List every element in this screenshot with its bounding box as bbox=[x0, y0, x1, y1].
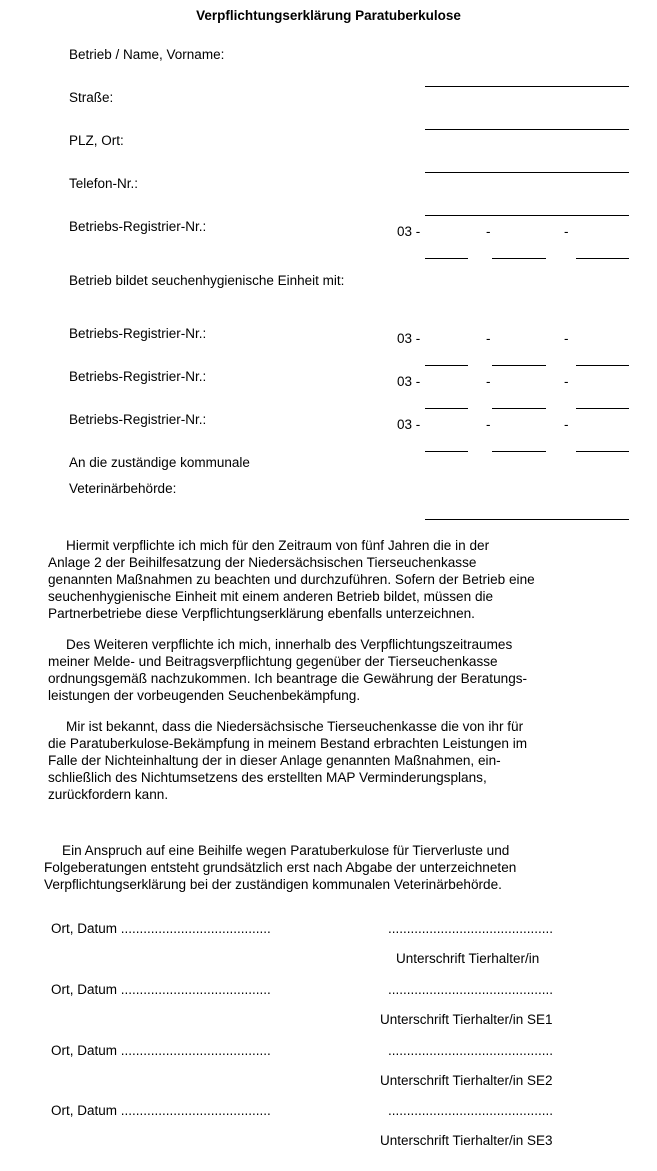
input-line-telefon[interactable] bbox=[425, 215, 629, 216]
registrier-se2-input-2[interactable] bbox=[492, 408, 546, 409]
registrier-se2-input-3[interactable] bbox=[576, 408, 629, 409]
registrier-prefix: 03 - bbox=[397, 417, 421, 432]
registrier-separator: - bbox=[486, 224, 491, 239]
ort-datum-field[interactable]: Ort, Datum ........................................ bbox=[51, 1103, 271, 1118]
registrier-prefix: 03 - bbox=[397, 224, 421, 239]
field-label-behoerde-line1: An die zuständige kommunale bbox=[69, 455, 250, 470]
paragraph-line: Hiermit verpflichte ich mich für den Zeitraum von fünf Jahren die in der bbox=[66, 538, 490, 553]
paragraph-verpflichtung bbox=[48, 537, 535, 622]
paragraph-line: Falle der Nichteinhaltung der in dieser Anlage genannten Maßnahmen, ein- bbox=[48, 753, 501, 768]
registrier-input-1[interactable] bbox=[425, 258, 468, 259]
paragraph-line: genannten Maßnahmen zu beachten und durchzuführen. Sofern der Betrieb eine bbox=[48, 572, 535, 587]
registrier-se1-input-2[interactable] bbox=[492, 365, 546, 366]
signature-line[interactable]: ............................................ bbox=[388, 982, 554, 997]
registrier-se3-input-1[interactable] bbox=[425, 451, 468, 452]
paragraph-line: seuchenhygienische Einheit mit einem anderen Betrieb bildet, müssen die bbox=[48, 589, 494, 604]
paragraph-line: Partnerbetriebe diese Verpflichtungserklärung ebenfalls unterzeichnen. bbox=[48, 606, 475, 621]
paragraph-weiteren bbox=[48, 636, 527, 704]
registrier-input-2[interactable] bbox=[492, 258, 546, 259]
signature-label: Unterschrift Tierhalter/in SE2 bbox=[380, 1073, 553, 1088]
paragraph-line: Ein Anspruch auf eine Beihilfe wegen Paratuberkulose für Tierverluste und bbox=[62, 843, 510, 858]
field-label-registrier-se1: Betriebs-Registrier-Nr.: bbox=[69, 326, 207, 341]
field-label-behoerde-line2: Veterinärbehörde: bbox=[69, 481, 177, 496]
signature-line[interactable]: ............................................ bbox=[388, 1043, 554, 1058]
signature-line[interactable]: ............................................ bbox=[388, 921, 554, 936]
registrier-se3-input-2[interactable] bbox=[492, 451, 546, 452]
paragraph-rueckforderung bbox=[48, 718, 527, 803]
paragraph-line: zurückfordern kann. bbox=[48, 787, 169, 802]
field-label-strasse: Straße: bbox=[69, 90, 114, 105]
paragraph-line: ordnungsgemäß nachzukommen. Ich beantrage die Gewährung der Beratungs- bbox=[48, 671, 528, 686]
paragraph-line: Anlage 2 der Beihilfesatzung der Niedersächsischen Tierseuchenkasse bbox=[48, 555, 477, 570]
registrier-se3-input-3[interactable] bbox=[576, 451, 629, 452]
page-title: Verpflichtungserklärung Paratuberkulose bbox=[196, 8, 461, 23]
registrier-prefix: 03 - bbox=[397, 374, 421, 389]
signature-label: Unterschrift Tierhalter/in SE3 bbox=[380, 1133, 553, 1148]
registrier-se1-input-3[interactable] bbox=[576, 365, 629, 366]
field-label-seuchen: Betrieb bildet seuchenhygienische Einheit mit: bbox=[69, 273, 345, 288]
field-label-registrier-se2: Betriebs-Registrier-Nr.: bbox=[69, 369, 207, 384]
input-line-betrieb[interactable] bbox=[425, 86, 629, 87]
field-label-registrier-se3: Betriebs-Registrier-Nr.: bbox=[69, 412, 207, 427]
input-line-strasse[interactable] bbox=[425, 129, 629, 130]
field-label-plz: PLZ, Ort: bbox=[69, 133, 124, 148]
paragraph-line: Des Weiteren verpflichte ich mich, innerhalb des Verpflichtungszeitraumes bbox=[66, 637, 513, 652]
field-label-betrieb: Betrieb / Name, Vorname: bbox=[69, 47, 225, 62]
input-line-plz[interactable] bbox=[425, 172, 629, 173]
paragraph-line: Verpflichtungserklärung bei der zuständigen kommunalen Veterinärbehörde. bbox=[44, 877, 502, 892]
signature-label: Unterschrift Tierhalter/in SE1 bbox=[380, 1012, 553, 1027]
paragraph-line: meiner Melde- und Beitragsverpflichtung gegenüber der Tierseuchenkasse bbox=[48, 654, 498, 669]
registrier-prefix: 03 - bbox=[397, 331, 421, 346]
input-line-behoerde[interactable] bbox=[425, 519, 629, 520]
registrier-separator: - bbox=[564, 417, 569, 432]
paragraph-line: leistungen der vorbeugenden Seuchenbekämpfung. bbox=[48, 688, 361, 703]
paragraph-line: Mir ist bekannt, dass die Niedersächsische Tierseuchenkasse die von ihr für bbox=[66, 719, 524, 734]
registrier-se1-input-1[interactable] bbox=[425, 365, 468, 366]
signature-label: Unterschrift Tierhalter/in bbox=[396, 951, 540, 966]
registrier-separator: - bbox=[486, 417, 491, 432]
paragraph-anspruch bbox=[44, 842, 516, 893]
paragraph-line: Folgeberatungen entsteht grundsätzlich erst nach Abgabe der unterzeichneten bbox=[44, 860, 517, 875]
registrier-separator: - bbox=[564, 374, 569, 389]
ort-datum-field[interactable]: Ort, Datum ........................................ bbox=[51, 1043, 271, 1058]
registrier-separator: - bbox=[564, 224, 569, 239]
paragraph-line: schließlich des Nichtumsetzens des erstellten MAP Verminderungsplans, bbox=[48, 770, 487, 785]
ort-datum-field[interactable]: Ort, Datum ........................................ bbox=[51, 982, 271, 997]
paragraph-line: die Paratuberkulose-Bekämpfung in meinem Bestand erbrachten Leistungen im bbox=[48, 736, 528, 751]
field-label-telefon: Telefon-Nr.: bbox=[69, 176, 139, 191]
registrier-separator: - bbox=[486, 331, 491, 346]
registrier-se2-input-1[interactable] bbox=[425, 408, 468, 409]
registrier-separator: - bbox=[486, 374, 491, 389]
signature-line[interactable]: ............................................ bbox=[388, 1103, 554, 1118]
registrier-separator: - bbox=[564, 331, 569, 346]
registrier-input-3[interactable] bbox=[576, 258, 629, 259]
ort-datum-field[interactable]: Ort, Datum ........................................ bbox=[51, 921, 271, 936]
field-label-registrier: Betriebs-Registrier-Nr.: bbox=[69, 219, 207, 234]
